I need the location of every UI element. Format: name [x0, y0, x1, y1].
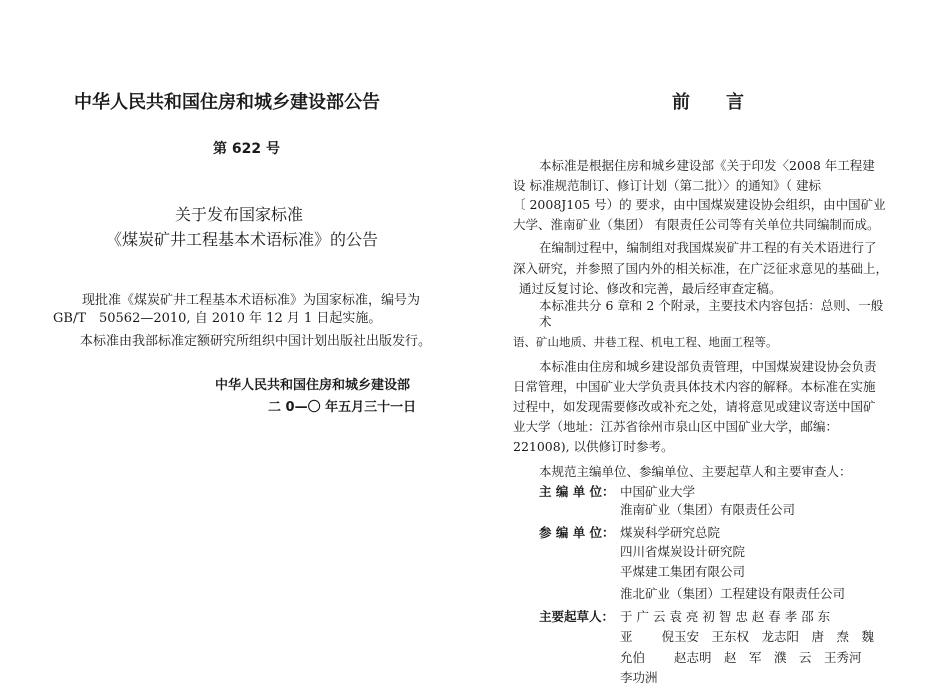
- foreword-line: 术: [539, 314, 552, 329]
- publication-paragraph: 本标准由我部标准定额研究所组织中国计划出版社出版发行。: [80, 334, 432, 349]
- foreword-line: 业大学（地址：江苏省徐州市泉山区中国矿业大学，邮编：: [513, 419, 839, 434]
- foreword-line: 语、矿山地质、井巷工程、机电工程、地面工程等。: [513, 335, 778, 349]
- foreword-line: 日常管理，中国矿业大学负责具体技术内容的解释。本标准在实施: [513, 379, 876, 394]
- foreword-line: 过程中，如发现需要修改或补充之处，请将意见或建议寄送中国矿: [513, 399, 876, 414]
- approval-paragraph-line-2: GB/T 50562—2010, 自 2010 年 12 月 1 日起实施。: [53, 311, 382, 326]
- foreword-line: 〔 2008J105 号）的 要求，由中国煤炭建设协会组织，由中国矿业: [513, 197, 886, 212]
- issuer-name: 中华人民共和国住房和城乡建设部: [215, 378, 411, 393]
- drafters-line: 允伯 赵志明 赵 军 濮 云 王秀河: [620, 650, 862, 665]
- foreword-line: 本标准是根据住房和城乡建设部《关于印发〈2008 年工程建: [539, 158, 875, 173]
- drafters-line: 于 广 云 袁 亮 初 智 忠 赵 春 孝 邵 东: [620, 609, 831, 624]
- foreword-line: 设 标准规范制订、修订计划（第二批）〉的通知》（ 建标: [513, 178, 821, 193]
- foreword-line: 深入研究，并参照了国内外的相关标准，在广泛征求意见的基础上，: [513, 261, 889, 276]
- notice-title: 中华人民共和国住房和城乡建设部公告: [74, 92, 380, 113]
- foreword-line: 本标准由住房和城乡建设部负责管理，中国煤炭建设协会负责: [539, 359, 877, 374]
- participating-unit: 四川省煤炭设计研究院: [620, 544, 746, 559]
- drafters-line: 亚 倪玉安 王东权 龙志阳 唐 焘 魏: [620, 629, 874, 644]
- chief-unit: 淮南矿业（集团）有限责任公司: [620, 502, 796, 517]
- foreword-line: 在编制过程中，编制组对我国煤炭矿井工程的有关术语进行了: [539, 240, 877, 255]
- participating-unit: 煤炭科学研究总院: [620, 525, 721, 540]
- foreword-line: 大学、淮南矿业（集团） 有限责任公司等有关单位共同编制而成。: [513, 217, 880, 232]
- foreword-heading: 前 言: [672, 92, 744, 113]
- drafters-line: 李功洲: [620, 670, 658, 685]
- notice-number: 第 622 号: [213, 141, 280, 157]
- foreword-line: 本标准共分 6 章和 2 个附录，主要技术内容包括：总则、一般: [539, 298, 884, 313]
- issue-date: 二 0—〇 年五月三十一日: [268, 400, 417, 415]
- notice-subtitle-line-1: 关于发布国家标准: [175, 205, 304, 224]
- foreword-line: 221008), 以供修订时参考。: [513, 439, 674, 454]
- drafters-label: 主要起草人：: [539, 609, 615, 624]
- participating-unit: 平煤建工集团有限公司: [620, 564, 746, 579]
- chief-units-label: 主 编 单 位：: [539, 484, 615, 499]
- participating-unit: 淮北矿业（集团）工程建设有限责任公司: [620, 586, 846, 601]
- participating-units-label: 参 编 单 位：: [539, 525, 615, 540]
- approval-paragraph-line-1: 现批准《煤炭矿井工程基本术语标准》为国家标准，编号为: [82, 293, 421, 308]
- notice-subtitle-line-2: 《煤炭矿井工程基本术语标准》的公告: [106, 230, 379, 249]
- foreword-line: 本规范主编单位、参编单位、主要起草人和主要审查人：: [539, 464, 852, 479]
- foreword-line: 通过反复讨论、修改和完善，最后经审查定稿。: [519, 281, 782, 296]
- chief-unit: 中国矿业大学: [620, 484, 696, 499]
